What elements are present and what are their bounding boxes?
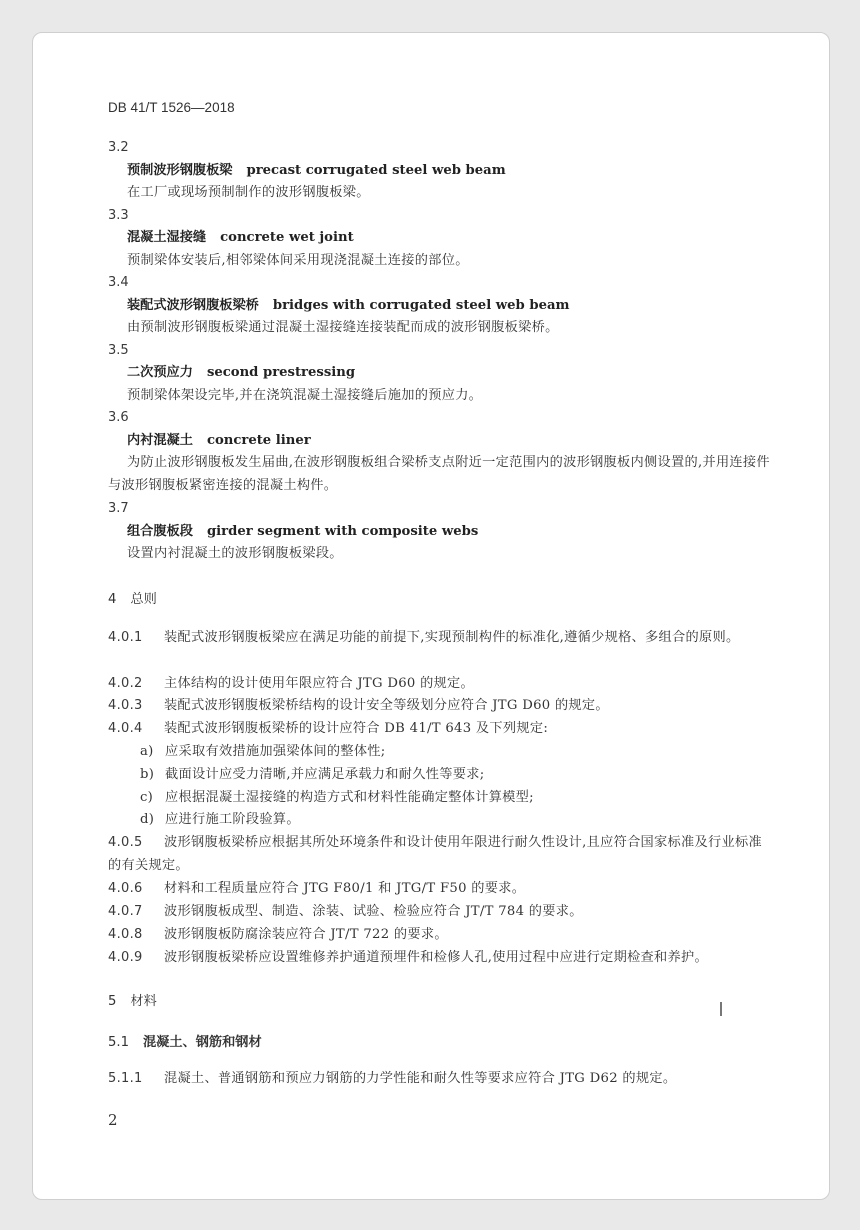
term-en: bridges with corrugated steel web beam [272, 298, 570, 313]
term-en: concrete wet joint [220, 230, 354, 245]
term-number: 3.4 [108, 275, 129, 290]
clause [108, 627, 770, 650]
clause-text: 装配式波形钢腹板梁桥结构的设计安全等级划分应符合 JTG D60 的规定。 [164, 698, 609, 713]
clause [108, 1069, 676, 1089]
term-en: precast corrugated steel web beam [246, 163, 506, 178]
term-en: concrete liner [206, 433, 311, 448]
clause [108, 674, 474, 694]
term-number: 3.5 [108, 343, 129, 358]
term-en: girder segment with composite webs [206, 524, 479, 539]
term-definition: 在工厂或现场预制制作的波形钢腹板梁。 [127, 185, 370, 200]
term-title [127, 522, 478, 542]
list-text: 应采取有效措施加强梁体间的整体性; [165, 744, 386, 759]
subsection-heading [108, 1033, 262, 1053]
section-title: 总则 [130, 592, 157, 607]
clause-text: 装配式波形钢腹板梁应在满足功能的前提下,实现预制构件的标准化,遵循少规格、多组合的原则。 [164, 630, 740, 645]
clause-number: 4.0.4 [108, 721, 143, 736]
clause-text: 波形钢腹板梁桥应设置维修养护通道预埋件和检修人孔,使用过程中应进行定期检查和养护。 [164, 950, 708, 965]
term-number: 3.7 [108, 501, 129, 516]
clause-number: 4.0.2 [108, 676, 143, 691]
term-cn: 内衬混凝土 [127, 433, 193, 448]
clause-text: 材料和工程质量应符合 JTG F80/1 和 JTG/T F50 的要求。 [164, 881, 526, 896]
clause [108, 925, 448, 945]
term-title [127, 296, 569, 316]
list-text: 应根据混凝土湿接缝的构造方式和材料性能确定整体计算模型; [165, 790, 534, 805]
clause [108, 879, 525, 899]
term-number: 3.3 [108, 208, 129, 223]
clause-number: 4.0.3 [108, 698, 143, 713]
list-item [140, 742, 386, 762]
clause [108, 719, 548, 739]
clause-number: 4.0.9 [108, 950, 143, 965]
section-heading [108, 992, 157, 1012]
list-label: d) [140, 812, 155, 827]
term-en: second prestressing [206, 365, 356, 380]
term-definition: 由预制波形钢腹板梁通过混凝土湿接缝连接装配而成的波形钢腹板梁桥。 [127, 320, 559, 335]
clause [108, 948, 708, 968]
clause-text: 混凝土、普通钢筋和预应力钢筋的力学性能和耐久性等要求应符合 JTG D62 的规定。 [164, 1071, 677, 1086]
page-number: 2 [108, 1111, 118, 1129]
document-number: DB 41/T 1526—2018 [108, 100, 235, 115]
clause [108, 696, 609, 716]
list-label: b) [140, 767, 155, 782]
clause-number: 4.0.5 [108, 835, 143, 850]
section-number: 5 [108, 994, 117, 1009]
term-number: 3.6 [108, 410, 129, 425]
list-label: a) [140, 744, 154, 759]
section-heading [108, 590, 157, 610]
clause [108, 902, 583, 922]
list-item [140, 810, 300, 830]
clause-number: 4.0.1 [108, 630, 143, 645]
term-cn: 混凝土湿接缝 [127, 230, 207, 245]
list-item [140, 788, 534, 808]
term-cn: 二次预应力 [127, 365, 193, 380]
clause-number: 5.1.1 [108, 1071, 143, 1086]
term-title [127, 161, 506, 181]
list-text: 截面设计应受力清晰,并应满足承载力和耐久性等要求; [165, 767, 485, 782]
term-definition: 预制梁体架设完毕,并在浇筑混凝土湿接缝后施加的预应力。 [127, 388, 483, 403]
list-text: 应进行施工阶段验算。 [165, 812, 300, 827]
clause-text: 装配式波形钢腹板梁桥的设计应符合 DB 41/T 643 及下列规定: [164, 721, 549, 736]
term-title [127, 228, 354, 248]
clause-text: 波形钢腹板梁桥应根据其所处环境条件和设计使用年限进行耐久性设计,且应符合国家标准及行业标准的有关规定。 [108, 835, 762, 873]
subsection-number: 5.1 [108, 1035, 129, 1050]
section-number: 4 [108, 592, 117, 607]
term-title [127, 363, 355, 383]
term-definition: 为防止波形钢腹板发生届曲,在波形钢腹板组合梁桥支点附近一定范围内的波形钢腹板内侧设置的,并用连接件与波形钢腹板紧密连接的混凝土构件。 [108, 455, 770, 493]
term-number: 3.2 [108, 140, 129, 155]
term-cn: 组合腹板段 [127, 524, 193, 539]
clause [108, 832, 770, 877]
term-cn: 预制波形钢腹板梁 [127, 163, 233, 178]
list-label: c) [140, 790, 154, 805]
clause-number: 4.0.7 [108, 904, 143, 919]
subsection-title: 混凝土、钢筋和钢材 [142, 1035, 262, 1050]
document-page [32, 32, 830, 1200]
term-definition: 设置内衬混凝土的波形钢腹板梁段。 [127, 546, 343, 561]
clause-text: 主体结构的设计使用年限应符合 JTG D60 的规定。 [164, 676, 475, 691]
term-cn: 装配式波形钢腹板梁桥 [127, 298, 259, 313]
clause-number: 4.0.8 [108, 927, 143, 942]
term-definition: 预制梁体安装后,相邻梁体间采用现浇混凝土连接的部位。 [127, 253, 469, 268]
section-title: 材料 [130, 994, 157, 1009]
scan-mark [720, 1002, 722, 1016]
clause-number: 4.0.6 [108, 881, 143, 896]
clause-text: 波形钢腹板成型、制造、涂装、试验、检验应符合 JT/T 784 的要求。 [164, 904, 583, 919]
term-title [127, 431, 311, 451]
list-item [140, 765, 484, 785]
clause-text: 波形钢腹板防腐涂装应符合 JT/T 722 的要求。 [164, 927, 448, 942]
